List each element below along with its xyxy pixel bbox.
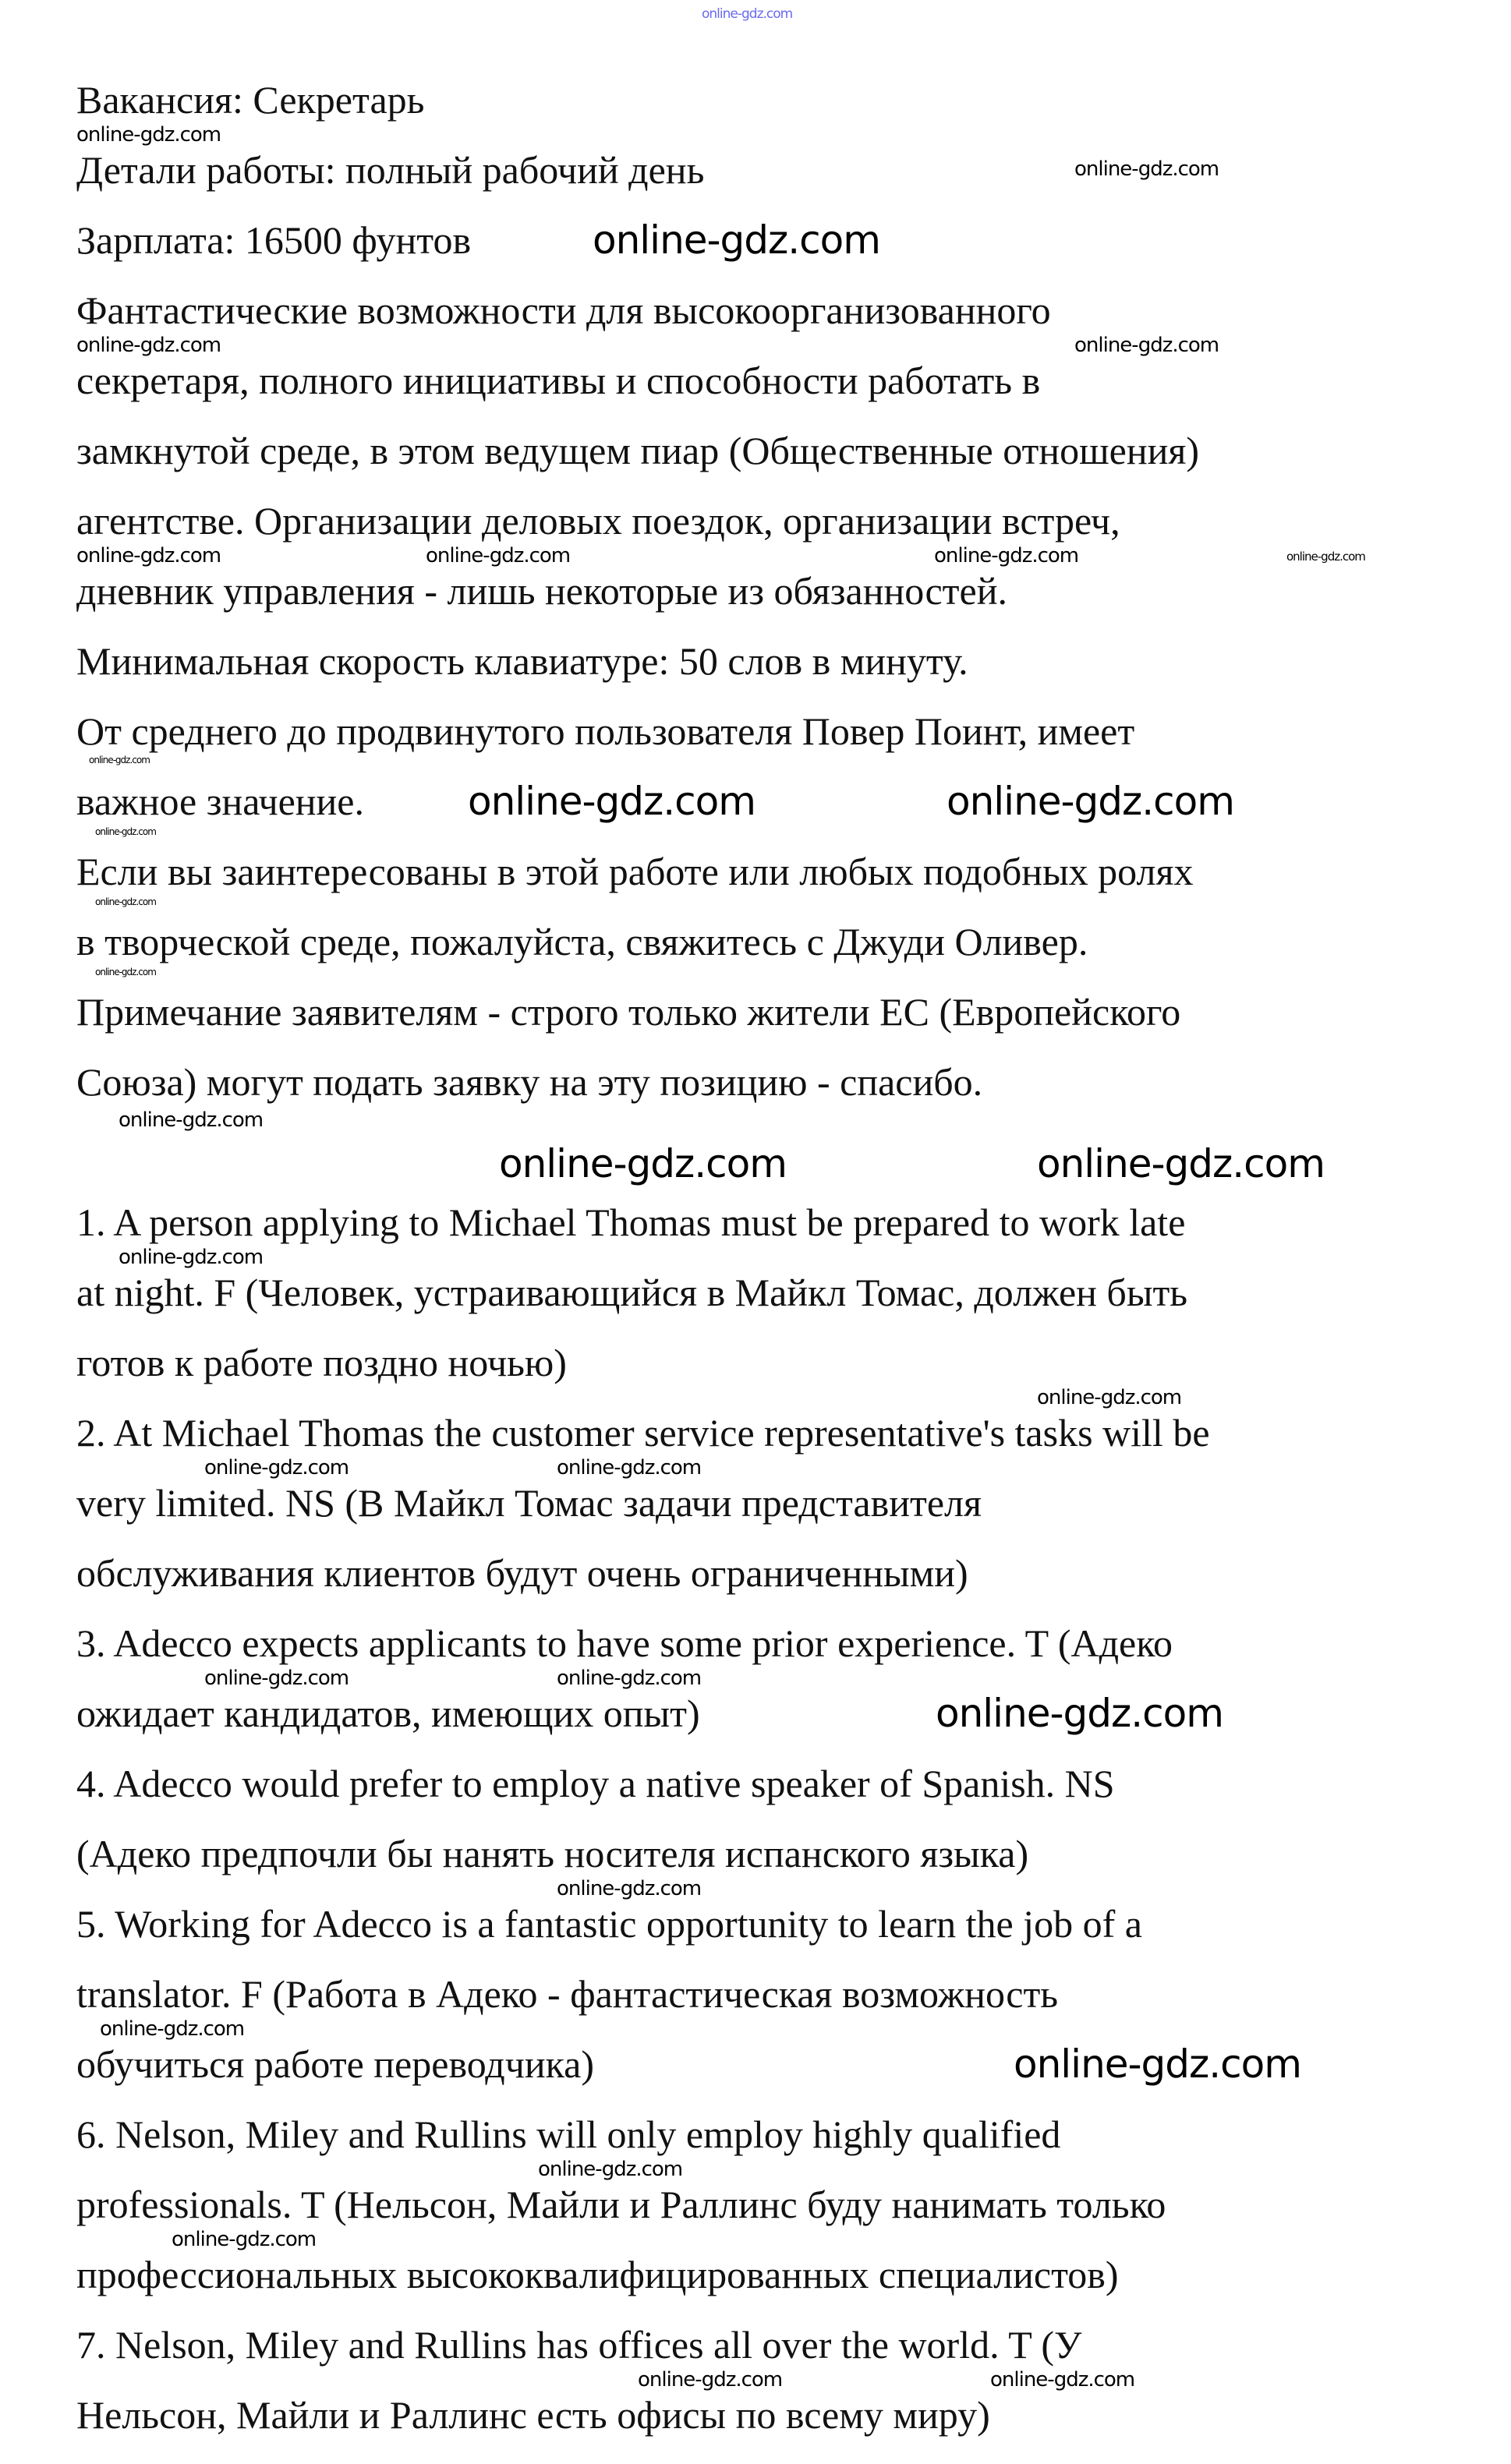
text-line: Нельсон, Майли и Раллинс есть офисы по всему миру): [76, 2393, 990, 2437]
watermark: online-gdz.com: [593, 217, 880, 263]
watermark: online-gdz.com: [204, 1667, 349, 1690]
watermark: online-gdz.com: [638, 2368, 783, 2392]
text-line: 1. A person applying to Michael Thomas must be prepared to work late: [76, 1200, 1186, 1244]
text-line: 2. At Michael Thomas the customer service representative's tasks will be: [76, 1411, 1210, 1455]
text-line: 5. Working for Adecco is a fantastic opportunity to learn the job of a: [76, 1902, 1142, 1946]
text-line: обслуживания клиентов будут очень ограниченными): [76, 1551, 968, 1595]
watermark: online-gdz.com: [1037, 1141, 1325, 1186]
watermark: online-gdz.com: [1074, 334, 1219, 357]
text-line: обучиться работе переводчика): [76, 2042, 594, 2086]
watermark: online-gdz.com: [1014, 2042, 1301, 2087]
watermark: online-gdz.com: [499, 1141, 787, 1186]
watermark: online-gdz.com: [557, 1456, 702, 1479]
watermark: online-gdz.com: [95, 967, 156, 977]
watermark: online-gdz.com: [990, 2368, 1135, 2392]
watermark: online-gdz.com: [538, 2158, 683, 2181]
text-line: Детали работы: полный рабочий день: [76, 148, 705, 192]
text-line: Союза) могут подать заявку на эту позицию - спасибо.: [76, 1060, 983, 1104]
text-line: Вакансия: Секретарь: [76, 78, 425, 122]
text-line: агентстве. Организации деловых поездок, организации встреч,: [76, 499, 1120, 543]
text-line: at night. F (Человек, устраивающийся в Майкл Томас, должен быть: [76, 1271, 1188, 1314]
text-line: Примечание заявителям - строго только жители ЕС (Европейского: [76, 990, 1181, 1034]
text-line: Зарплата: 16500 фунтов: [76, 218, 472, 262]
watermark: online-gdz.com: [95, 826, 156, 837]
text-line: 4. Adecco would prefer to employ a native speaker of Spanish. NS: [76, 1762, 1115, 1805]
text-line: профессиональных высококвалифицированных специалистов): [76, 2253, 1119, 2296]
text-line: 6. Nelson, Miley and Rullins will only employ highly qualified: [76, 2112, 1061, 2156]
watermark: online-gdz.com: [557, 1667, 702, 1690]
text-line: секретаря, полного инициативы и способности работать в: [76, 359, 1041, 402]
watermark: online-gdz.com: [426, 544, 571, 567]
watermark: online-gdz.com: [1037, 1386, 1182, 1409]
watermark: online-gdz.com: [557, 1877, 702, 1900]
watermark: online-gdz.com: [119, 1108, 264, 1132]
watermark: online-gdz.com: [1074, 157, 1219, 181]
watermark: online-gdz.com: [204, 1456, 349, 1479]
text-line: ожидает кандидатов, имеющих опыт): [76, 1692, 700, 1735]
watermark: online-gdz.com: [76, 123, 221, 147]
text-line: важное значение.: [76, 780, 364, 823]
watermark: online-gdz.com: [947, 779, 1234, 824]
watermark: online-gdz.com: [936, 1691, 1223, 1736]
watermark: online-gdz.com: [172, 2228, 317, 2251]
text-line: Минимальная скорость клавиатуре: 50 слов в минуту.: [76, 639, 968, 683]
watermark: online-gdz.com: [76, 334, 221, 357]
text-line: 3. Adecco expects applicants to have some prior experience. T (Адеко: [76, 1621, 1173, 1665]
text-line: готов к работе поздно ночью): [76, 1341, 567, 1384]
text-line: замкнутой среде, в этом ведущем пиар (Общественные отношения): [76, 429, 1200, 472]
watermark: online-gdz.com: [100, 2017, 245, 2041]
text-line: (Адеко предпочли бы нанять носителя испанского языка): [76, 1832, 1029, 1875]
text-line: very limited. NS (В Майкл Томас задачи представителя: [76, 1481, 982, 1525]
watermark: online-gdz.com: [76, 544, 221, 567]
watermark: online-gdz.com: [119, 1246, 264, 1269]
text-line: От среднего до продвинутого пользователя Повер Поинт, имеет: [76, 709, 1135, 753]
text-line: professionals. T (Нельсон, Майли и Раллинс буду нанимать только: [76, 2183, 1166, 2226]
watermark: online-gdz.com: [702, 6, 793, 22]
text-line: translator. F (Работа в Адеко - фантастическая возможность: [76, 1972, 1059, 2016]
watermark: online-gdz.com: [89, 755, 150, 765]
watermark: online-gdz.com: [1286, 550, 1365, 564]
text-line: Фантастические возможности для высокоорганизованного: [76, 288, 1051, 332]
text-line: 7. Nelson, Miley and Rullins has offices all over the world. T (У: [76, 2323, 1082, 2367]
watermark: online-gdz.com: [934, 544, 1079, 567]
text-line: Если вы заинтересованы в этой работе или любых подобных ролях: [76, 850, 1194, 893]
text-line: дневник управления - лишь некоторые из обязанностей.: [76, 569, 1007, 613]
text-line: в творческой среде, пожалуйста, свяжитесь с Джуди Оливер.: [76, 920, 1088, 963]
watermark: online-gdz.com: [95, 896, 156, 907]
watermark: online-gdz.com: [468, 779, 756, 824]
